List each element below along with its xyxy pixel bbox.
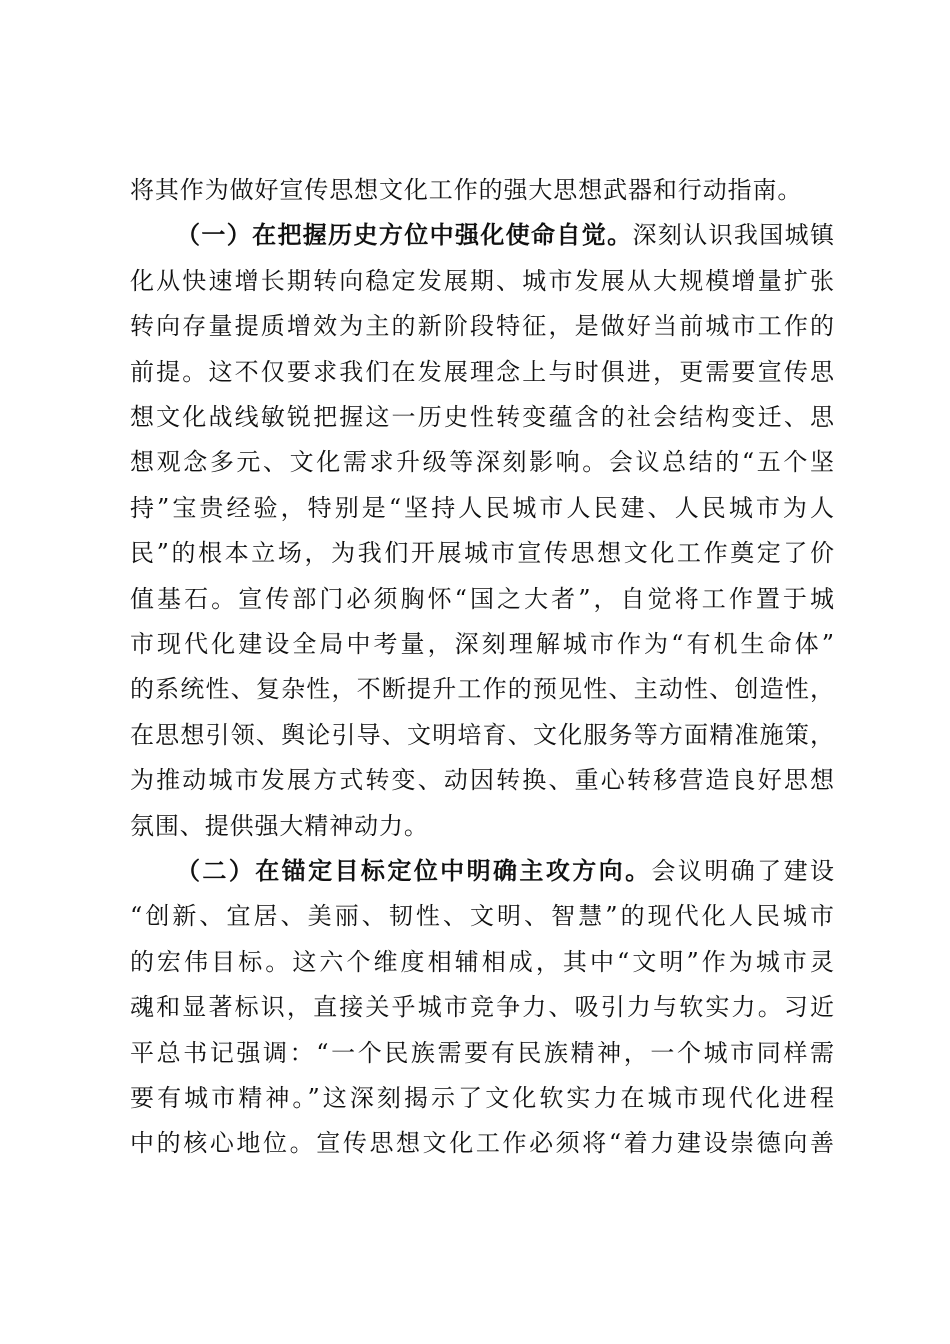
- paragraph-line: [130, 945, 834, 979]
- line-text: 会议明确了建设: [651, 857, 834, 885]
- paragraph-line: [130, 309, 834, 343]
- section-heading: （一）在把握历史方位中强化使命自觉。: [176, 220, 633, 250]
- line-text: 氛围、提供强大精神动力。: [130, 811, 429, 840]
- line-text: “创新、宜居、美丽、韧性、文明、智慧”的现代化人民城市: [130, 902, 834, 931]
- line-text: 持”宝贵经验，特别是“坚持人民城市人民建、人民城市为人: [130, 493, 834, 522]
- line-text: 想观念多元、文化需求升级等深刻影响。会议总结的“五个坚: [130, 448, 834, 477]
- line-text: 将其作为做好宣传思想文化工作的强大思想武器和行动指南。: [130, 176, 803, 204]
- line-text: 中的核心地位。宣传思想文化工作必须将“着力建设崇德向善: [130, 1129, 834, 1158]
- paragraph-line: [130, 990, 834, 1024]
- paragraph-line: [130, 445, 834, 479]
- paragraph-line: [130, 763, 834, 797]
- line-text: 值基石。宣传部门必须胸怀“国之大者”，自觉将工作置于城: [130, 584, 834, 613]
- line-text: 民”的根本立场，为我们开展城市宣传思想文化工作奠定了价: [130, 539, 834, 568]
- paragraph-line: [130, 718, 834, 752]
- paragraph-line: [130, 582, 834, 616]
- line-text: 转向存量提质增效为主的新阶段特征，是做好当前城市工作的: [130, 312, 834, 341]
- paragraph-line: [130, 355, 834, 389]
- line-text: 想文化战线敏锐把握这一历史性转变蕴含的社会结构变迁、思: [130, 403, 834, 431]
- line-text: 深刻认识我国城镇: [632, 221, 835, 250]
- line-text: 在思想引领、舆论引导、文明培育、文化服务等方面精准施策，: [130, 720, 834, 749]
- line-text: 化从快速增长期转向稳定发展期、城市发展从大规模增量扩张: [130, 266, 834, 295]
- paragraph-line: [130, 1126, 834, 1160]
- line-text: 市现代化建设全局中考量，深刻理解城市作为“有机生命体”: [130, 630, 834, 658]
- paragraph-line: [130, 173, 834, 207]
- line-text: 的系统性、复杂性，不断提升工作的预见性、主动性、创造性，: [130, 675, 834, 704]
- paragraph-line: [130, 491, 834, 525]
- line-text: 魂和显著标识，直接关乎城市竞争力、吸引力与软实力。习近: [130, 993, 834, 1022]
- paragraph-line: [130, 899, 834, 933]
- paragraph-line: [130, 1036, 834, 1070]
- paragraph-line: [130, 264, 834, 298]
- paragraph-line: [130, 672, 834, 706]
- paragraph-line: [130, 627, 834, 661]
- line-text: 前提。这不仅要求我们在发展理念上与时俱进，更需要宣传思: [130, 357, 834, 386]
- line-text: 为推动城市发展方式转变、动因转换、重心转移营造良好思想: [130, 766, 834, 795]
- paragraph-line: [130, 809, 834, 843]
- line-text: 平总书记强调：“一个民族需要有民族精神，一个城市同样需: [130, 1038, 834, 1067]
- paragraph-line: [130, 1081, 834, 1115]
- section-heading-line: [176, 854, 834, 888]
- line-text: 要有城市精神。”这深刻揭示了文化软实力在城市现代化进程: [130, 1084, 834, 1112]
- section-heading-line: [176, 218, 834, 252]
- paragraph-line: [130, 400, 834, 434]
- paragraph-line: [130, 536, 834, 570]
- section-heading: （二）在锚定目标定位中明确主攻方向。: [176, 856, 652, 885]
- line-text: 的宏伟目标。这六个维度相辅相成，其中“文明”作为城市灵: [130, 947, 834, 976]
